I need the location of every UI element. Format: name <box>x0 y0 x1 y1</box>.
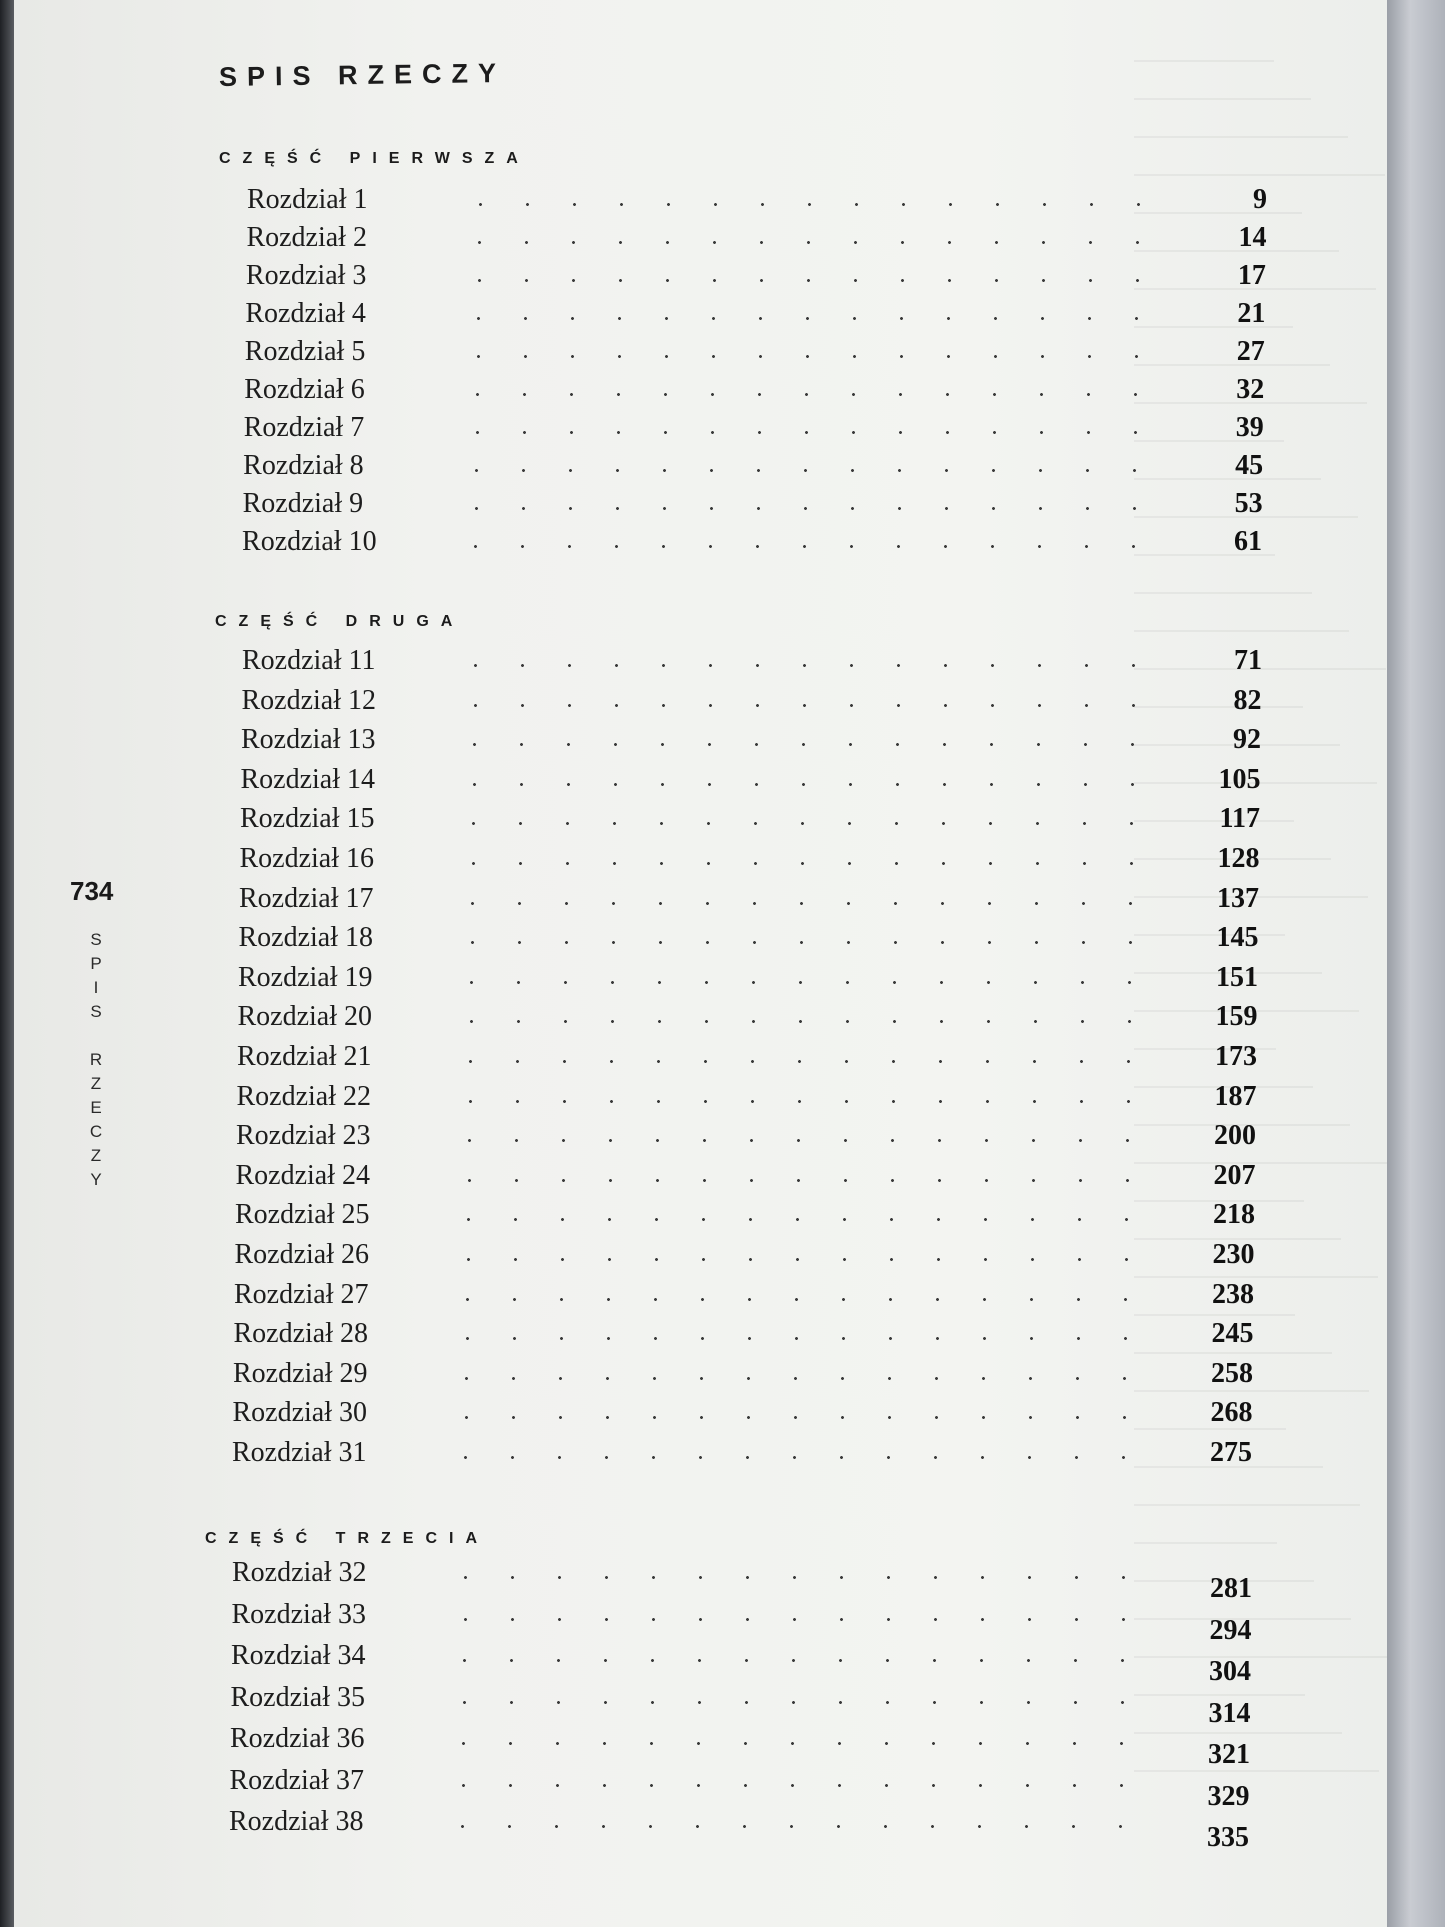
chapter-label: Rozdział 12 <box>241 684 377 716</box>
toc-entry <box>246 220 1266 258</box>
page-number: 9 <box>1253 184 1267 215</box>
chapter-label: Rozdział 28 <box>233 1318 369 1350</box>
page-number: 105 <box>1218 763 1261 795</box>
part-heading-druga: CZĘŚĆ DRUGA <box>215 613 465 630</box>
running-head-letter: Z <box>90 1074 102 1093</box>
page-number: 321 <box>1208 1739 1250 1770</box>
book-spine-shadow <box>0 0 14 1927</box>
running-head-letter: Z <box>90 1146 102 1165</box>
page-number: 238 <box>1212 1278 1254 1310</box>
show-through-line <box>1134 1542 1277 1544</box>
toc-entry <box>235 1237 1255 1275</box>
running-head-vertical <box>86 928 106 1192</box>
chapter-label: Rozdział 29 <box>233 1357 368 1389</box>
toc-entry <box>244 410 1264 448</box>
chapter-label: Rozdział 8 <box>243 450 364 481</box>
page-number: 21 <box>1237 298 1266 329</box>
dot-leader <box>449 902 1169 905</box>
page-number-folio: 734 <box>70 876 114 906</box>
page-number: 187 <box>1214 1080 1257 1112</box>
page-number: 61 <box>1234 526 1263 557</box>
toc-entry <box>230 1721 1250 1770</box>
page-number: 268 <box>1210 1397 1253 1429</box>
dot-leader <box>440 1784 1160 1787</box>
show-through-line <box>1134 592 1312 594</box>
page-number: 294 <box>1209 1614 1252 1646</box>
toc-entry <box>239 881 1259 919</box>
chapter-label: Rozdział 36 <box>230 1723 365 1754</box>
page-number: 329 <box>1207 1780 1250 1812</box>
toc-entry <box>231 1597 1252 1646</box>
chapter-label: Rozdział 32 <box>232 1557 367 1588</box>
chapter-label: Rozdział 38 <box>229 1806 364 1837</box>
paper-sheet <box>14 0 1387 1927</box>
page-number: 117 <box>1219 803 1260 835</box>
toc-entry <box>238 960 1258 998</box>
toc-entry <box>239 920 1259 958</box>
toc-entry <box>237 1039 1257 1077</box>
running-head-letter: R <box>89 1050 103 1069</box>
page-number: 159 <box>1215 1001 1258 1033</box>
toc-entry <box>234 1277 1254 1315</box>
toc-entry <box>244 372 1264 410</box>
chapter-label: Rozdział 10 <box>242 526 377 557</box>
toc-entry <box>232 1555 1252 1604</box>
dot-leader <box>455 355 1175 358</box>
page-number: 71 <box>1234 645 1262 676</box>
part-heading-trzecia: CZĘŚĆ TRZECIA <box>205 1530 489 1547</box>
dot-leader <box>441 1659 1161 1662</box>
part-heading-pierwsza: CZĘŚĆ PIERWSZA <box>219 150 530 167</box>
chapter-label: Rozdział 17 <box>239 882 374 914</box>
chapter-label: Rozdział 18 <box>238 922 374 954</box>
chapter-label: Rozdział 19 <box>238 961 373 993</box>
toc-entry <box>245 296 1265 334</box>
toc-entry <box>243 486 1263 524</box>
chapter-label: Rozdział 30 <box>232 1397 368 1429</box>
dot-leader <box>455 317 1175 320</box>
dot-leader <box>452 704 1172 707</box>
chapter-label: Rozdział 37 <box>229 1764 365 1796</box>
dot-leader <box>453 507 1173 510</box>
page-number: 45 <box>1235 450 1264 481</box>
dot-leader <box>447 1060 1167 1063</box>
toc-entry <box>234 1316 1254 1354</box>
dot-leader <box>446 1179 1166 1182</box>
chapter-label: Rozdział 14 <box>240 763 376 795</box>
running-head-letter: C <box>89 1122 103 1141</box>
chapter-label: Rozdział 35 <box>230 1681 366 1713</box>
chapter-label: Rozdział 11 <box>242 645 376 676</box>
dot-leader <box>448 981 1168 984</box>
page-number: 258 <box>1211 1357 1253 1389</box>
dot-leader <box>445 1258 1165 1261</box>
chapter-label: Rozdział 7 <box>243 412 365 443</box>
show-through-line <box>1134 630 1349 632</box>
dot-leader <box>457 203 1177 206</box>
dot-leader <box>440 1742 1160 1745</box>
toc-entry <box>230 1680 1251 1729</box>
chapter-label: Rozdział 34 <box>231 1640 366 1671</box>
chapter-label: Rozdział 4 <box>245 298 366 329</box>
page-number: 275 <box>1210 1437 1252 1468</box>
dot-leader <box>443 1377 1163 1380</box>
chapter-label: Rozdział 6 <box>244 374 365 405</box>
page-number: 27 <box>1236 336 1265 367</box>
chapter-label: Rozdział 26 <box>234 1239 370 1270</box>
adjacent-page-edge <box>1387 0 1445 1927</box>
chapter-label: Rozdział 13 <box>241 724 376 756</box>
toc-entry <box>240 841 1260 879</box>
page-number: 17 <box>1237 260 1266 291</box>
toc-entry <box>243 448 1263 486</box>
dot-leader <box>442 1456 1162 1459</box>
toc-entry <box>240 801 1260 839</box>
page-number: 151 <box>1216 961 1258 993</box>
dot-leader <box>439 1825 1159 1828</box>
page-number: 304 <box>1209 1656 1251 1687</box>
dot-leader <box>443 1416 1163 1419</box>
chapter-label: Rozdział 23 <box>236 1120 371 1152</box>
page-number: 230 <box>1212 1239 1255 1270</box>
chapter-label: Rozdział 3 <box>245 260 367 291</box>
dot-leader <box>444 1298 1164 1301</box>
page-number: 207 <box>1213 1159 1256 1191</box>
page-number: 245 <box>1211 1318 1254 1350</box>
page-number: 137 <box>1217 882 1259 914</box>
toc-entry <box>245 334 1265 372</box>
page-number: 335 <box>1207 1822 1249 1853</box>
chapter-label: Rozdział 24 <box>235 1159 371 1191</box>
dot-leader <box>451 743 1171 746</box>
dot-leader <box>450 862 1170 865</box>
chapter-label: Rozdział 9 <box>242 488 364 519</box>
dot-leader <box>448 1020 1168 1023</box>
running-head-letter: P <box>90 954 102 973</box>
page-number: 145 <box>1216 922 1259 954</box>
toc-entry <box>233 1395 1253 1433</box>
toc-entry <box>229 1763 1250 1812</box>
running-head-letter: I <box>93 978 99 997</box>
running-head-letter: S <box>90 1002 102 1021</box>
page-number: 14 <box>1238 222 1267 253</box>
chapter-label: Rozdział 22 <box>236 1080 372 1112</box>
toc-entry <box>236 1158 1256 1196</box>
dot-leader <box>456 279 1176 282</box>
page-number: 53 <box>1234 488 1263 519</box>
toc-entry <box>235 1197 1255 1235</box>
dot-leader <box>449 941 1169 944</box>
toc-entry <box>238 999 1258 1037</box>
dot-leader <box>445 1218 1165 1221</box>
page-number: 32 <box>1236 374 1265 405</box>
dot-leader <box>453 469 1173 472</box>
page-title: SPIS RZECZY <box>218 57 507 92</box>
toc-entry <box>242 643 1262 681</box>
chapter-label: Rozdział 20 <box>237 1001 373 1033</box>
dot-leader <box>452 545 1172 548</box>
page-number: 92 <box>1233 724 1261 756</box>
dot-leader <box>442 1576 1162 1579</box>
show-through-line <box>1134 1504 1360 1506</box>
page-number: 173 <box>1215 1041 1257 1072</box>
dot-leader <box>450 822 1170 825</box>
dot-leader <box>446 1139 1166 1142</box>
toc-entry <box>237 1079 1257 1117</box>
chapter-label: Rozdział 25 <box>235 1199 370 1231</box>
dot-leader <box>442 1618 1162 1621</box>
page-number: 39 <box>1235 412 1264 443</box>
toc-entry <box>236 1118 1256 1156</box>
toc-entry <box>232 1435 1252 1473</box>
dot-leader <box>444 1337 1164 1340</box>
show-through-line <box>1134 60 1274 62</box>
chapter-label: Rozdział 21 <box>237 1041 372 1072</box>
show-through-line <box>1134 174 1385 176</box>
dot-leader <box>451 783 1171 786</box>
chapter-label: Rozdział 1 <box>247 184 368 215</box>
running-head-letter: S <box>90 930 102 949</box>
running-head-space <box>86 1024 106 1048</box>
toc-entry <box>246 258 1266 296</box>
toc-entry <box>241 762 1261 800</box>
page-number: 314 <box>1208 1697 1251 1729</box>
dot-leader <box>452 664 1172 667</box>
toc-entry <box>242 524 1262 562</box>
chapter-label: Rozdział 33 <box>231 1598 367 1630</box>
toc-entry <box>247 182 1267 220</box>
page-number: 200 <box>1214 1120 1256 1152</box>
toc-entry <box>229 1804 1249 1853</box>
show-through-line <box>1134 136 1348 138</box>
chapter-label: Rozdział 2 <box>246 222 367 253</box>
dot-leader <box>454 393 1174 396</box>
running-head-letter: Y <box>90 1170 102 1189</box>
dot-leader <box>447 1100 1167 1103</box>
chapter-label: Rozdział 27 <box>234 1278 369 1310</box>
chapter-label: Rozdział 31 <box>232 1437 367 1468</box>
page-number: 82 <box>1233 684 1262 716</box>
toc-entry <box>233 1356 1253 1394</box>
page-number: 128 <box>1217 843 1260 874</box>
toc-entry <box>242 683 1262 721</box>
toc-entry <box>231 1638 1251 1687</box>
running-head-letter: E <box>90 1098 102 1117</box>
dot-leader <box>454 431 1174 434</box>
page-number: 218 <box>1213 1199 1255 1231</box>
chapter-label: Rozdział 15 <box>240 803 375 835</box>
dot-leader <box>441 1701 1161 1704</box>
toc-entry <box>241 722 1261 760</box>
chapter-label: Rozdział 5 <box>244 336 366 367</box>
chapter-label: Rozdział 16 <box>239 843 375 874</box>
dot-leader <box>456 241 1176 244</box>
show-through-line <box>1134 98 1311 100</box>
page-number: 281 <box>1210 1573 1252 1604</box>
